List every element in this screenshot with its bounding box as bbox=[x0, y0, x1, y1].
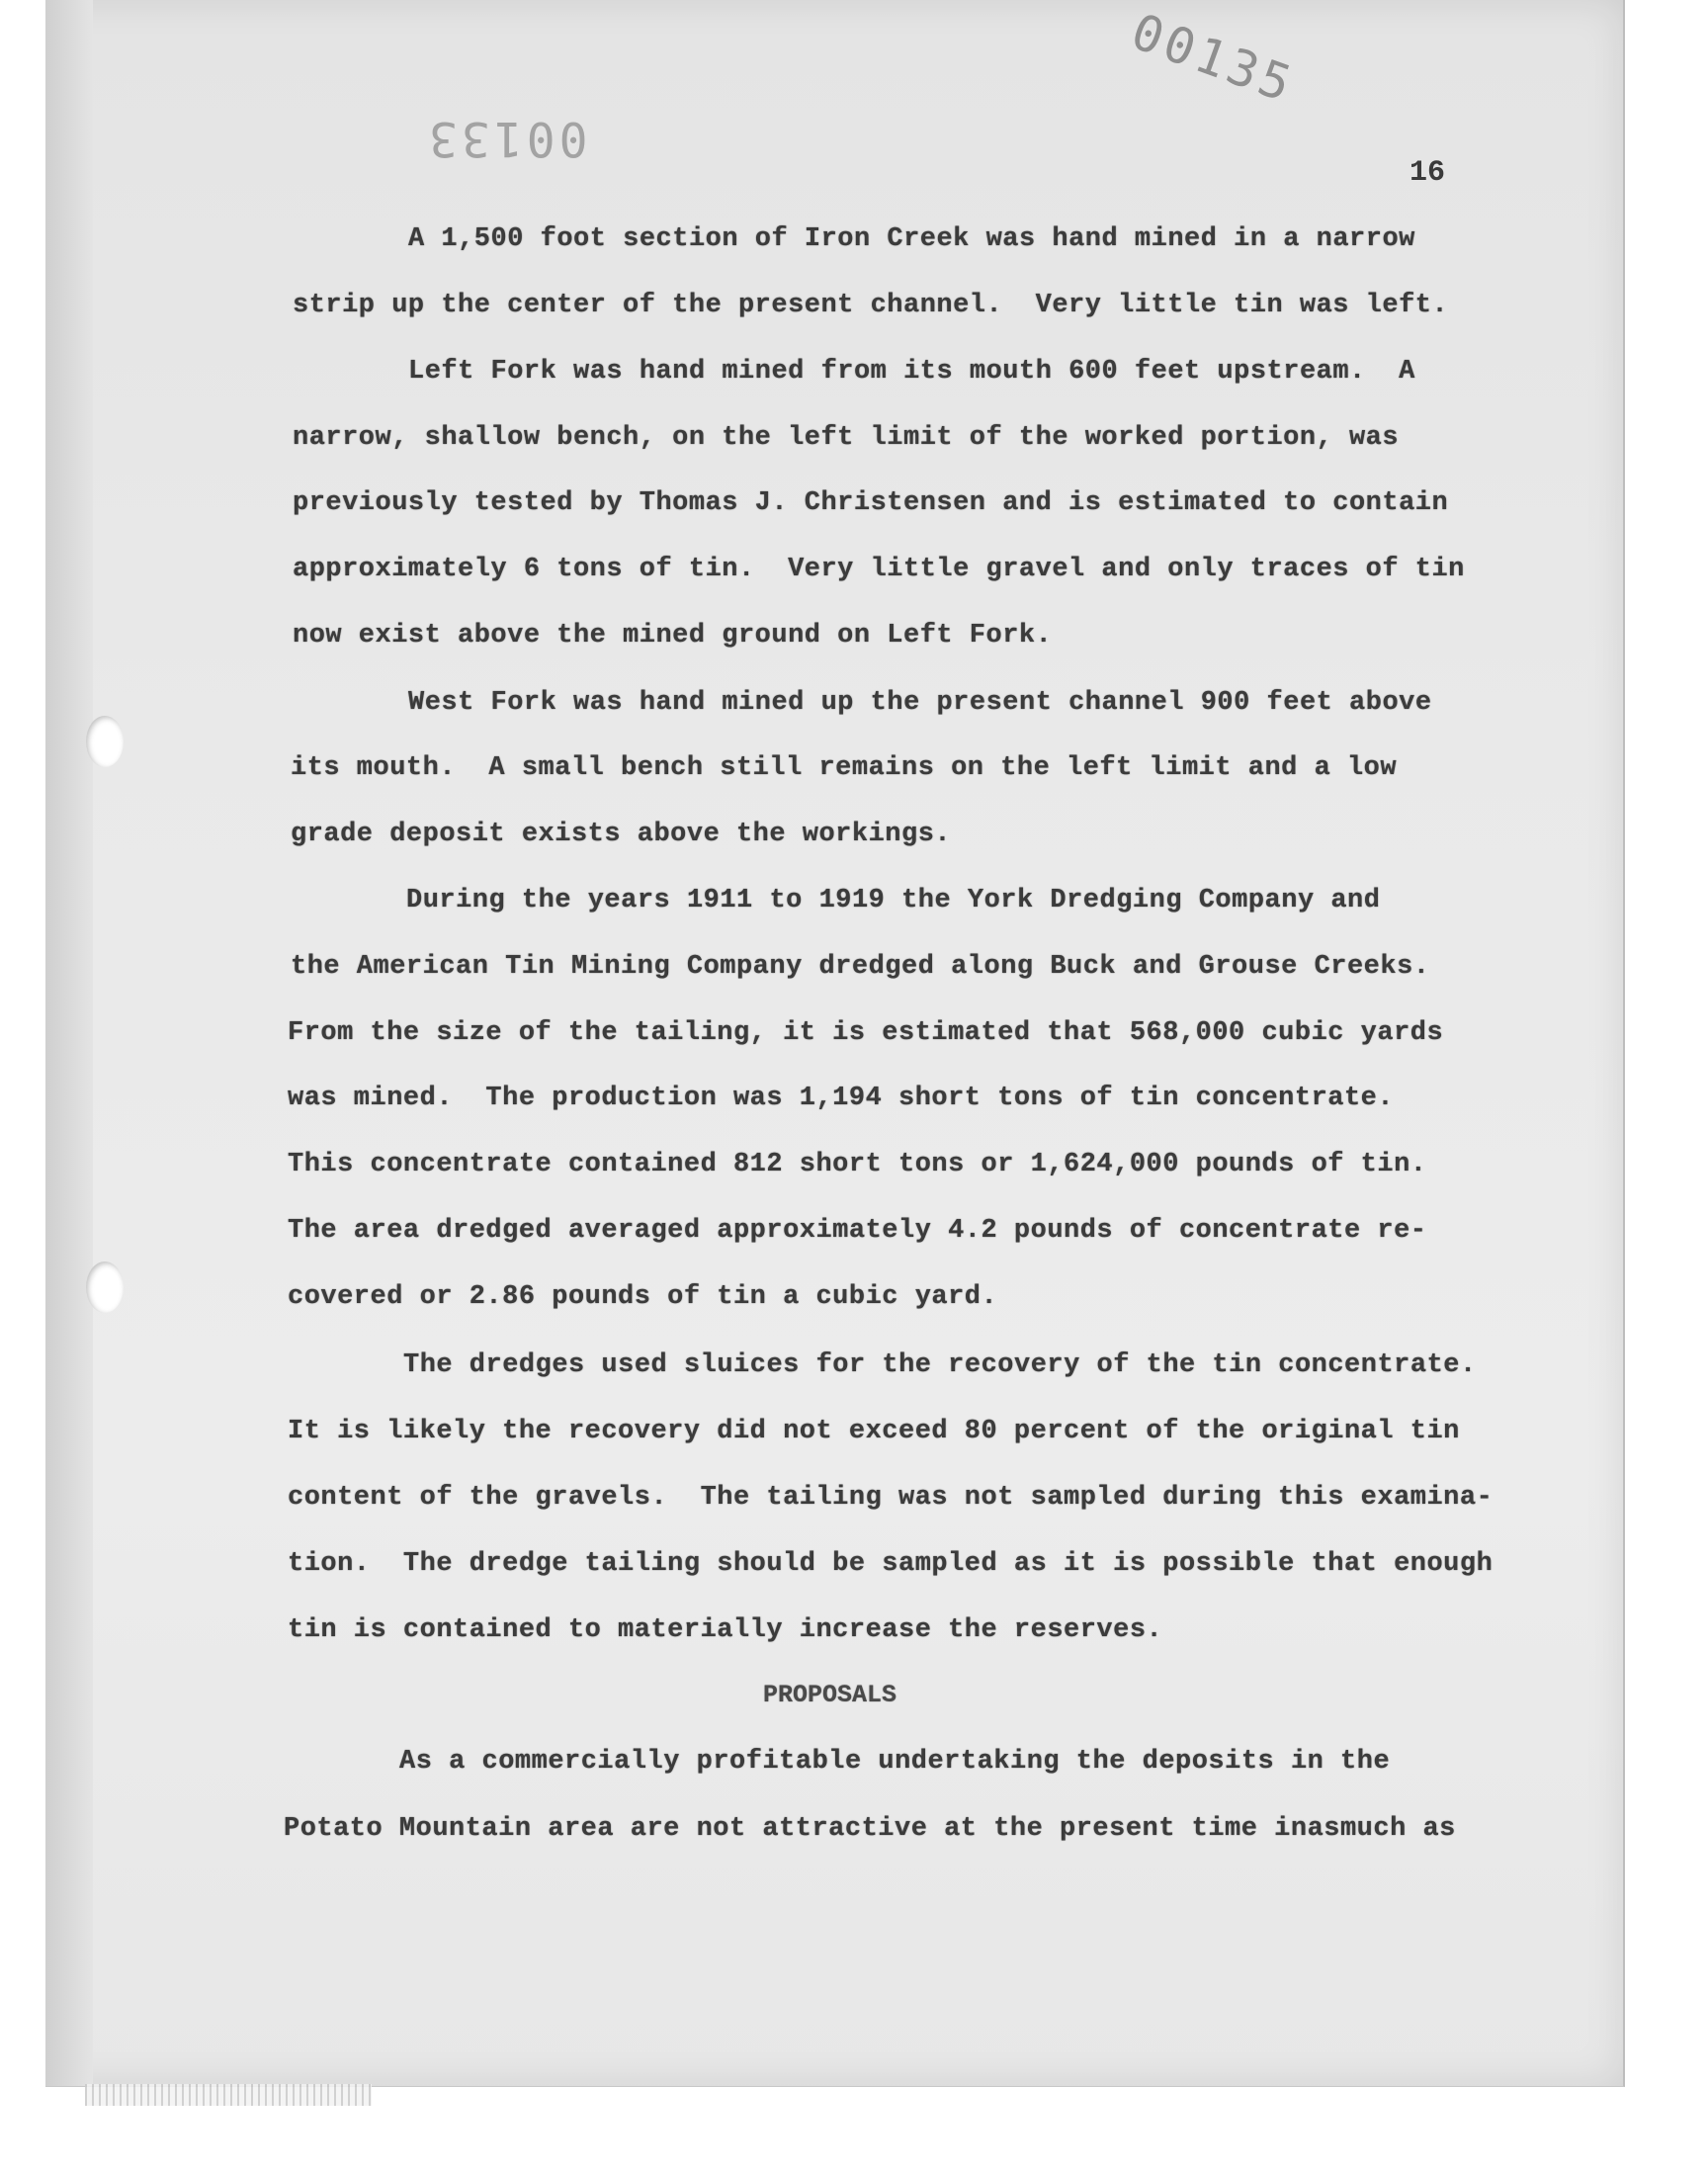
page-edge-shadow bbox=[45, 0, 93, 2086]
text-line: West Fork was hand mined up the present channel 900 feet above bbox=[408, 688, 1432, 718]
text-line: Left Fork was hand mined from its mouth 600 feet upstream. A bbox=[408, 357, 1415, 387]
text-line: narrow, shallow bench, on the left limit of the worked portion, was bbox=[293, 423, 1400, 453]
punch-hole bbox=[86, 716, 124, 767]
scan-edge-marks bbox=[85, 2084, 372, 2106]
archive-stamp-number-corner: 00135 bbox=[1124, 2, 1303, 115]
punch-hole bbox=[86, 1262, 124, 1313]
text-line: As a commercially profitable undertaking the deposits in the bbox=[399, 1747, 1391, 1777]
text-line: was mined. The production was 1,194 short tons of tin concentrate. bbox=[288, 1084, 1395, 1113]
text-line: previously tested by Thomas J. Christensen and is estimated to contain bbox=[293, 488, 1449, 518]
section-heading: PROPOSALS bbox=[763, 1681, 897, 1709]
text-line: A 1,500 foot section of Iron Creek was hand mined in a narrow bbox=[408, 224, 1415, 254]
text-line: tin is contained to materially increase the reserves. bbox=[288, 1615, 1163, 1645]
text-line: tion. The dredge tailing should be sampled as it is possible that enough bbox=[288, 1549, 1494, 1579]
text-line: the American Tin Mining Company dredged along Buck and Grouse Creeks. bbox=[291, 952, 1430, 982]
text-line: now exist above the mined ground on Left Fork. bbox=[293, 621, 1053, 651]
text-line: approximately 6 tons of tin. Very little gravel and only traces of tin bbox=[293, 555, 1465, 584]
text-line: Potato Mountain area are not attractive at the present time inasmuch as bbox=[284, 1814, 1456, 1844]
text-line: grade deposit exists above the workings. bbox=[291, 820, 952, 849]
text-line: content of the gravels. The tailing was not sampled during this examina- bbox=[288, 1483, 1494, 1513]
text-line: The area dredged averaged approximately 4.2 pounds of concentrate re- bbox=[288, 1216, 1427, 1246]
text-line: strip up the center of the present channel. Very little tin was left. bbox=[293, 291, 1449, 320]
text-line: covered or 2.86 pounds of tin a cubic yard. bbox=[288, 1282, 998, 1312]
text-line: During the years 1911 to 1919 the York Dredging Company and bbox=[406, 886, 1381, 915]
text-line: It is likely the recovery did not exceed 80 percent of the original tin bbox=[288, 1417, 1460, 1446]
text-line: This concentrate contained 812 short tons or 1,624,000 pounds of tin. bbox=[288, 1150, 1427, 1179]
text-line: its mouth. A small bench still remains on the left limit and a low bbox=[291, 753, 1398, 783]
text-line: From the size of the tailing, it is estimated that 568,000 cubic yards bbox=[288, 1018, 1444, 1048]
page-number: 16 bbox=[1409, 156, 1446, 190]
text-line: The dredges used sluices for the recovery of the tin concentrate. bbox=[403, 1350, 1477, 1380]
archive-stamp-number: 00133 bbox=[425, 111, 588, 166]
